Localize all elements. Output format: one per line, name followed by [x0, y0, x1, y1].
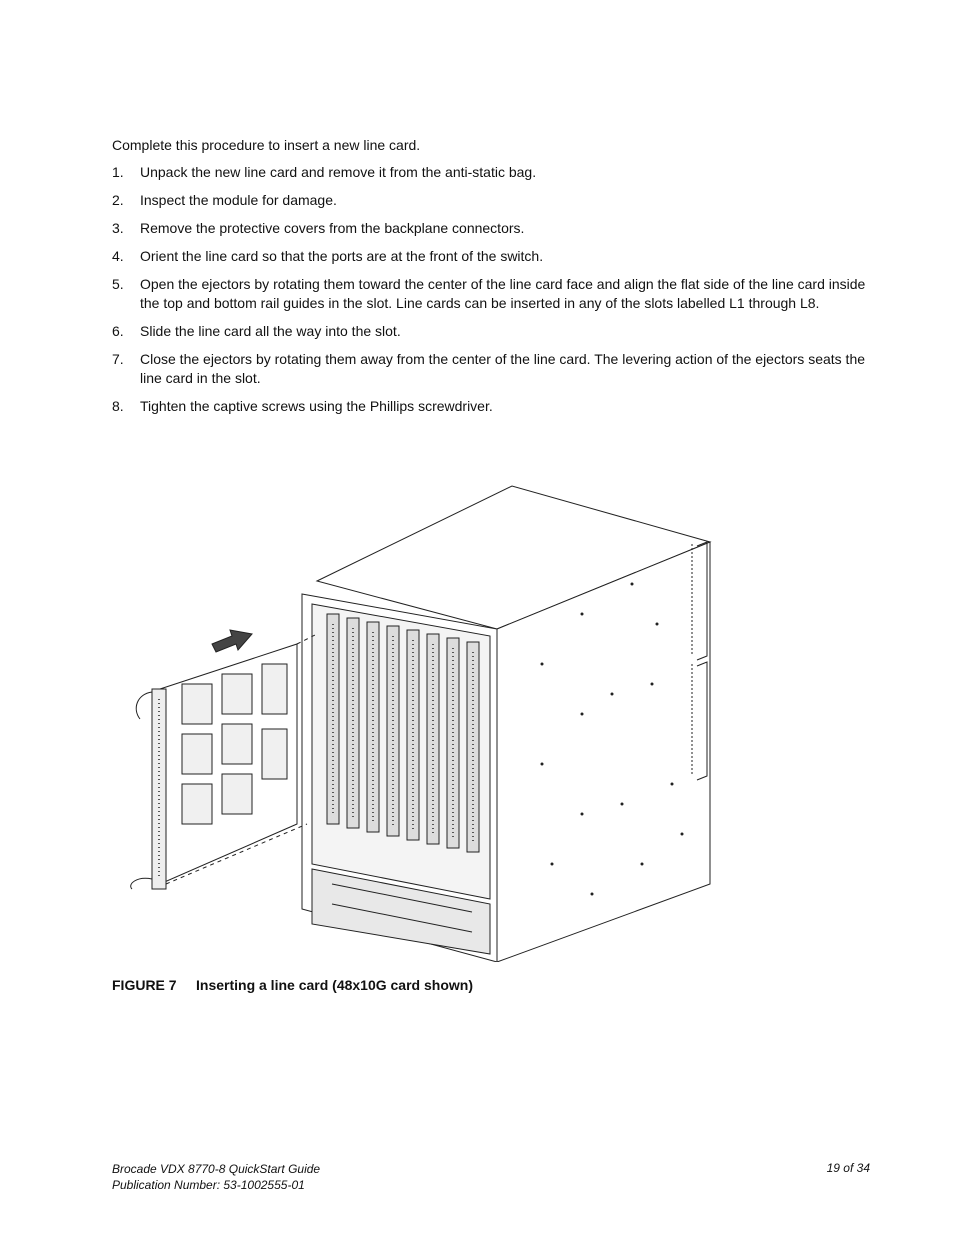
figure-label: FIGURE 7	[112, 977, 177, 993]
step-text: Slide the line card all the way into the slot.	[140, 323, 401, 339]
step-text: Remove the protective covers from the backplane connectors.	[140, 220, 525, 236]
step-number: 5.	[112, 276, 124, 292]
step-item	[112, 322, 872, 341]
step-text: Orient the line card so that the ports are at the front of the switch.	[140, 248, 544, 264]
step-number: 8.	[112, 398, 124, 414]
step-item	[112, 219, 872, 238]
step-number: 3.	[112, 220, 124, 236]
procedure-steps	[112, 163, 872, 425]
step-item	[112, 247, 872, 266]
step-number: 2.	[112, 192, 124, 208]
step-text: Unpack the new line card and remove it from the anti-static bag.	[140, 164, 537, 180]
step-number: 1.	[112, 164, 124, 180]
intro-text: Complete this procedure to insert a new line card.	[112, 137, 421, 153]
step-number: 7.	[112, 351, 124, 367]
step-item	[112, 191, 872, 210]
step-item	[112, 163, 872, 182]
step-text: Tighten the captive screws using the Phillips screwdriver.	[140, 398, 493, 414]
line-card-insertion-illustration	[112, 484, 714, 962]
figure-caption-text: Inserting a line card (48x10G card shown)	[196, 977, 473, 993]
step-number: 4.	[112, 248, 124, 264]
figure-caption	[112, 977, 473, 993]
step-item	[112, 397, 872, 416]
step-item	[112, 275, 872, 313]
step-item	[112, 350, 872, 388]
step-number: 6.	[112, 323, 124, 339]
step-text: Open the ejectors by rotating them toward the center of the line card face and align the flat side of the line card inside the top and bottom rail guides in the slot. Line cards can be inserted in any of the slots labelled L1 through L8.	[140, 276, 866, 311]
footer-left	[112, 1161, 320, 1193]
step-text: Inspect the module for damage.	[140, 192, 337, 208]
guide-title: Brocade VDX 8770-8 QuickStart Guide	[112, 1162, 321, 1176]
publication-number: Publication Number: 53-1002555-01	[112, 1178, 305, 1192]
step-text: Close the ejectors by rotating them away from the center of the line card. The levering action of the ejectors seats the line card in the slot.	[140, 351, 866, 386]
page-number: 19 of 34	[826, 1161, 870, 1175]
